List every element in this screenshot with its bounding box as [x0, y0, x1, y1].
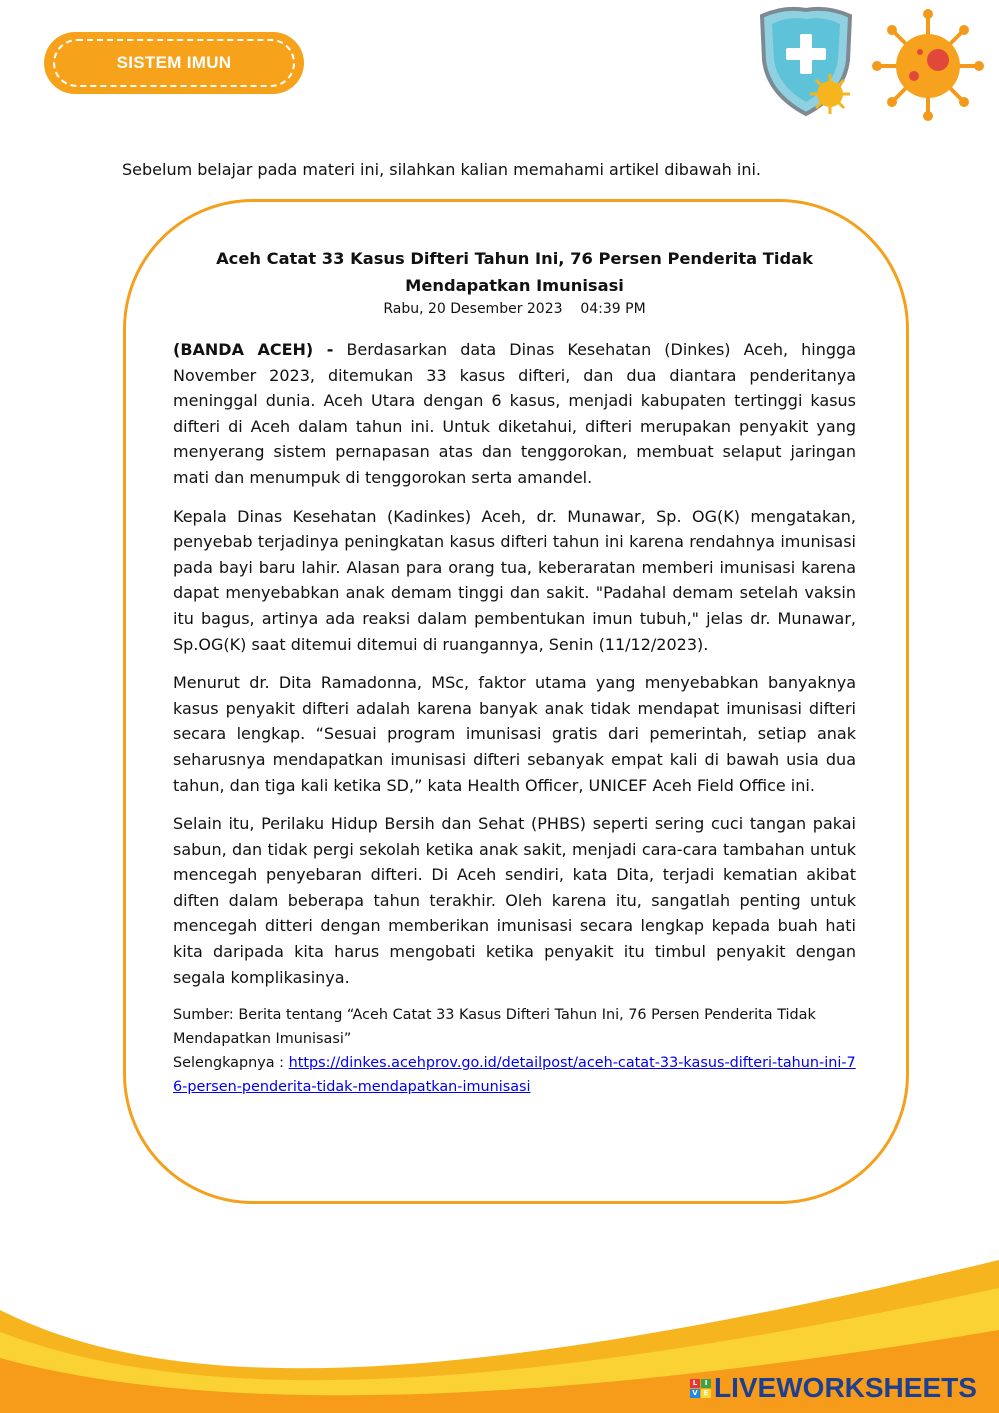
- article-title-line1: Aceh Catat 33 Kasus Difteri Tahun Ini, 76 Persen Penderita Tidak: [216, 249, 813, 268]
- immune-decoration: [748, 2, 988, 122]
- logo-text: LIVEWORKSHEETS: [714, 1372, 977, 1403]
- intro-text: Sebelum belajar pada materi ini, silahkan kalian memahami artikel dibawah ini.: [122, 160, 761, 179]
- article-date: Rabu, 20 Desember 2023 04:39 PM: [383, 301, 646, 317]
- source-text: Sumber: Berita tentang “Aceh Catat 33 Kasus Difteri Tahun Ini, 76 Persen Penderita Tidak Mendapatkan Imunisasi”: [173, 1007, 816, 1048]
- dateline: (BANDA ACEH) -: [173, 340, 334, 359]
- logo-blocks: [690, 1379, 711, 1398]
- article-paragraph-2: Kepala Dinas Kesehatan (Kadinkes) Aceh, dr. Munawar, Sp. OG(K) mengatakan, penyebab terjadinya peningkatan kasus difteri tahun ini karena rendahnya imunisasi pada bayi baru lahir. Alasan para orang tua, keberaratan memberi imunisasi karena dapat menyebabkan anak demam tinggi dan sakit. "Padahal demam setelah vaksin itu bagus, artinya ada reaksi dalam pembentukan imun tubuh," jelas dr. Munawar, Sp.OG(K) saat ditemui ditemui di ruangannya, Senin (11/12/2023).: [173, 506, 856, 654]
- badge-label: SISTEM IMUN: [116, 53, 232, 72]
- small-virus-icon: [810, 74, 850, 114]
- article-paragraph-3: Menurut dr. Dita Ramadonna, MSc, faktor utama yang menyebabkan banyaknya kasus penyakit difteri adalah karena banyak anak tidak mendapat imunisasi difteri secara lengkap. “Sesuai program imunisasi gratis dari pemerintah, setiap anak seharusnya mendapatkan imunisasi difteri sebanyak empat kali di bawah usia dua tahun, dan tiga kali ketika SD,” kata Health Officer, UNICEF Aceh Field Office ini.: [173, 673, 856, 795]
- topic-badge: [44, 32, 304, 94]
- article-title: [173, 245, 856, 299]
- logo-block-e: E: [701, 1389, 711, 1398]
- virus-icon: [872, 9, 984, 121]
- logo-block-l: L: [690, 1379, 700, 1388]
- logo-block-v: V: [690, 1389, 700, 1398]
- article-paragraph-4: Selain itu, Perilaku Hidup Bersih dan Sehat (PHBS) seperti sering cuci tangan pakai sabun, dan tidak pergi sekolah ketika anak sakit, menjadi cara-cara tambahan untuk mencegah penyebaran difteri. Di Aceh sendiri, kata Dita, terjadi kematian akibat diften dalam beberapa tahun terakhir. Oleh karena itu, sangatlah penting untuk mencegah ditteri dengan memberikan imunisasi secara lengkap kepada buah hati kita daripada kita harus mengobati ketika penyakit itu timbul penyakit dengan segala komplikasinya.: [173, 814, 856, 987]
- source-link[interactable]: https://dinkes.acehprov.go.id/detailpost/aceh-catat-33-kasus-difteri-tahun-ini-76-persen-penderita-tidak-mendapatkan-imunisasi: [173, 1055, 856, 1096]
- article-paragraph-1: [173, 337, 856, 491]
- more-label: Selengkapnya :: [173, 1055, 289, 1072]
- article-title-line2: Mendapatkan Imunisasi: [405, 276, 624, 295]
- paragraph-1-text: Berdasarkan data Dinas Kesehatan (Dinkes) Aceh, hingga November 2023, ditemukan 33 kasus difteri, dan dua diantara penderitanya meninggal dunia. Aceh Utara dengan 6 kasus, menjadi kabupaten tertinggi kasus difteri di Aceh dalam tahun ini. Untuk diketahui, difteri merupakan penyakit yang menyerang sistem pernapasan atas dan tenggorokan, membuat selaput jaringan mati dan menumpuk di tenggorokan serta amandel.: [173, 340, 856, 487]
- article: [173, 245, 856, 1099]
- logo-block-i: I: [701, 1379, 711, 1388]
- liveworksheets-logo: [690, 1372, 977, 1404]
- article-source: [173, 1003, 856, 1099]
